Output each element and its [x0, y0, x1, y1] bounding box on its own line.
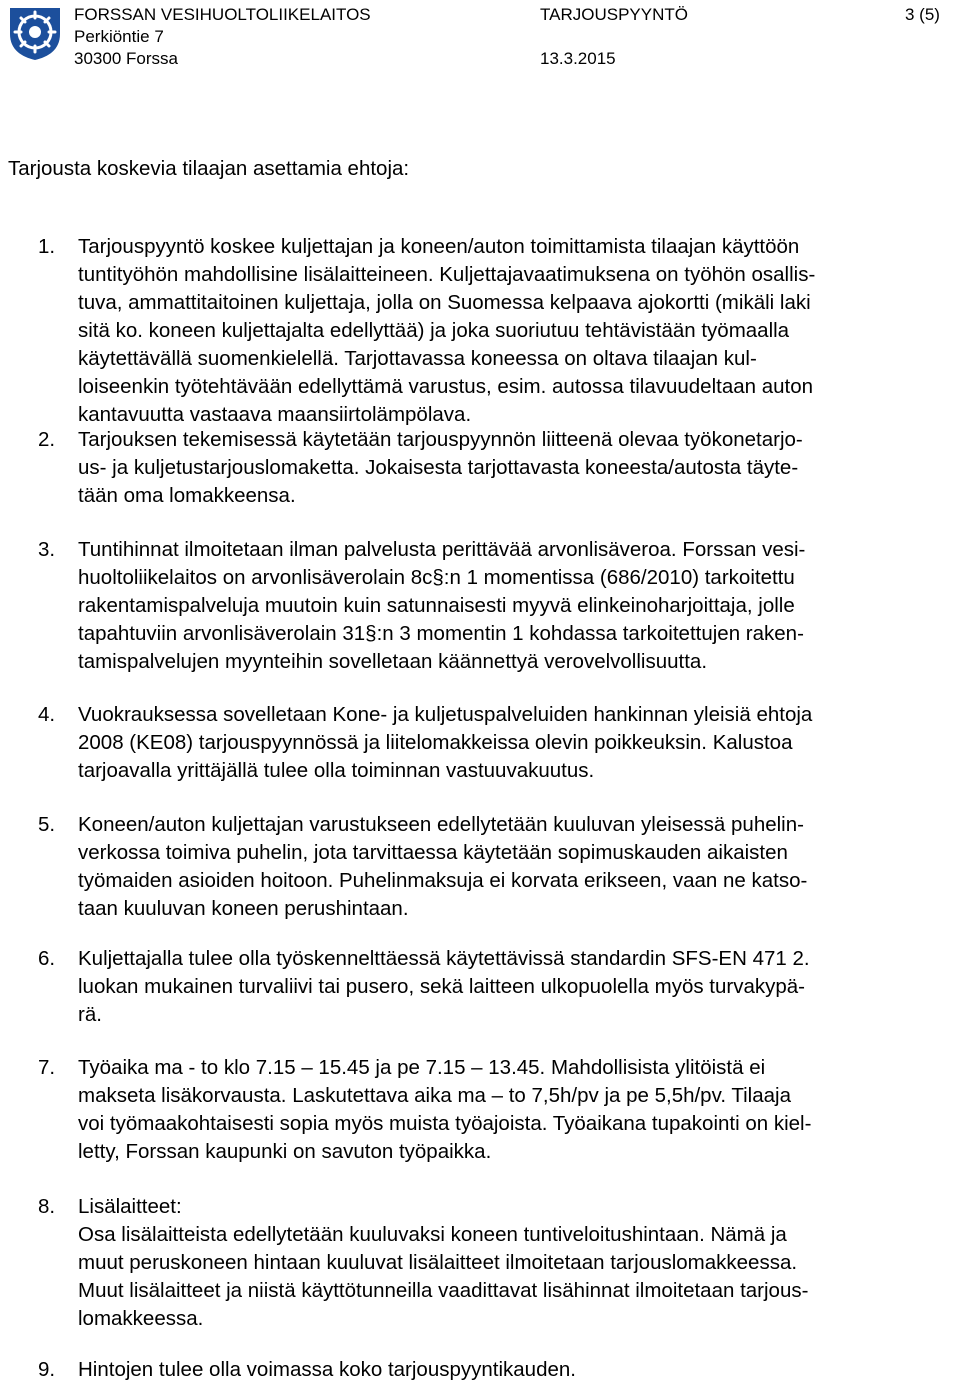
- item-number: 2.: [38, 428, 56, 451]
- item-text: Tuntihinnat ilmoitetaan ilman palvelusta perittävää arvonlisäveroa. Forssan vesi- huoltoliikelaitos on arvonlisäverolain 8c§:n 1 momentissa (686/2010) tarkoitettu rakentamispalveluja muutoin kuin satunnaisesti myyvä elinkeinoharjoittaja, jolle tapahtuviin arvonlisäverolain 31§:n 3 momentin 1 kohdassa tarkoitettujen raken- tamispalvelujen myynteihin sovelletaan käännettyä verovelvollisuutta.: [78, 538, 806, 673]
- item-text: Hintojen tulee olla voimassa koko tarjouspyyntikauden.: [78, 1358, 576, 1381]
- item-number: 1.: [38, 235, 56, 258]
- item-number: 8.: [38, 1195, 56, 1218]
- item-text: Työaika ma - to klo 7.15 – 15.45 ja pe 7.15 – 13.45. Mahdollisista ylitöistä ei makseta lisäkorvausta. Laskutettava aika ma – to 7,5h/pv ja pe 5,5h/pv. Tilaaja voi työmaakohtaisesti sopia myös muista työajoista. Työaikana tupakointi on kiel- letty, Forssan kaupunki on savuton työpaikka.: [78, 1056, 812, 1163]
- item-text: Tarjouspyyntö koskee kuljettajan ja koneen/auton toimittamista tilaajan käyttöön tuntityöhön mahdollisine lisälaitteineen. Kuljettajavaatimuksena on työhön osallis- tuva, ammattitaitoinen kuljettaja, jolla on Suomessa kelpaava ajokortti (mikäli laki sitä ko. koneen kuljettajalta edellyttää) ja joka suoriutuu tehtävistään työmaalla käytettävällä suomenkielellä. Tarjottavassa koneessa on oltava tilaajan kul- loiseenkin työtehtävään edellyttämä varustus, esim. autossa tilavuudeltaan auton kantavuutta vastaava maansiirtolämpölava.: [78, 235, 816, 426]
- item-text: Tarjouksen tekemisessä käytetään tarjouspyynnön liitteenä olevaa työkonetarjo- us- ja kuljetustarjouslomaketta. Jokaisesta tarjottavasta koneesta/autosta täyte- tään oma lomakkeensa.: [78, 428, 803, 507]
- item-number: 7.: [38, 1056, 56, 1079]
- postal-address: 30300 Forssa: [74, 49, 178, 68]
- item-text: Lisälaitteet: Osa lisälaitteista edellytetään kuuluvaksi koneen tuntiveloitushintaan. Nämä ja muut peruskoneen hintaan kuuluvat lisälaitteet ilmoitetaan tarjouslomakkeessa. Muut lisälaitteet ja niistä käyttötunneilla vaadittavat lisähinnat ilmoitetaan tarjous- lomakkeessa.: [78, 1195, 809, 1330]
- item-text: Koneen/auton kuljettajan varustukseen edellytetään kuuluvan yleisessä puhelin- verkossa toimiva puhelin, jota tarvittaessa käytetään sopimuskauden aikaisten työmaiden asioiden hoitoon. Puhelinmaksuja ei korvata erikseen, vaan ne katso- taan kuuluvan koneen perushintaan.: [78, 813, 808, 920]
- organization-logo: [6, 4, 64, 62]
- document-type: TARJOUSPYYNTÖ: [540, 5, 688, 24]
- document-date: 13.3.2015: [540, 49, 616, 68]
- organization-name: FORSSAN VESIHUOLTOLIIKELAITOS: [74, 5, 371, 24]
- section-title: Tarjousta koskevia tilaajan asettamia ehtoja:: [8, 157, 410, 180]
- item-text: Vuokrauksessa sovelletaan Kone- ja kuljetuspalveluiden hankinnan yleisiä ehtoja 2008 (KE08) tarjouspyynnössä ja liitelomakkeissa olevin poikkeuksin. Kalustoa tarjoavalla yrittäjällä tulee olla toiminnan vastuuvakuutus.: [78, 703, 813, 782]
- item-number: 6.: [38, 947, 56, 970]
- item-number: 3.: [38, 538, 56, 561]
- item-text: Kuljettajalla tulee olla työskennelttäessä käytettävissä standardin SFS-EN 471 2. luokan mukainen turvaliivi tai pusero, sekä laitteen ulkopuolella myös turvakypä- rä.: [78, 947, 810, 1026]
- item-number: 5.: [38, 813, 56, 836]
- item-number: 9.: [38, 1358, 56, 1381]
- page-number: 3 (5): [905, 5, 940, 24]
- item-number: 4.: [38, 703, 56, 726]
- street-address: Perkiöntie 7: [74, 27, 164, 46]
